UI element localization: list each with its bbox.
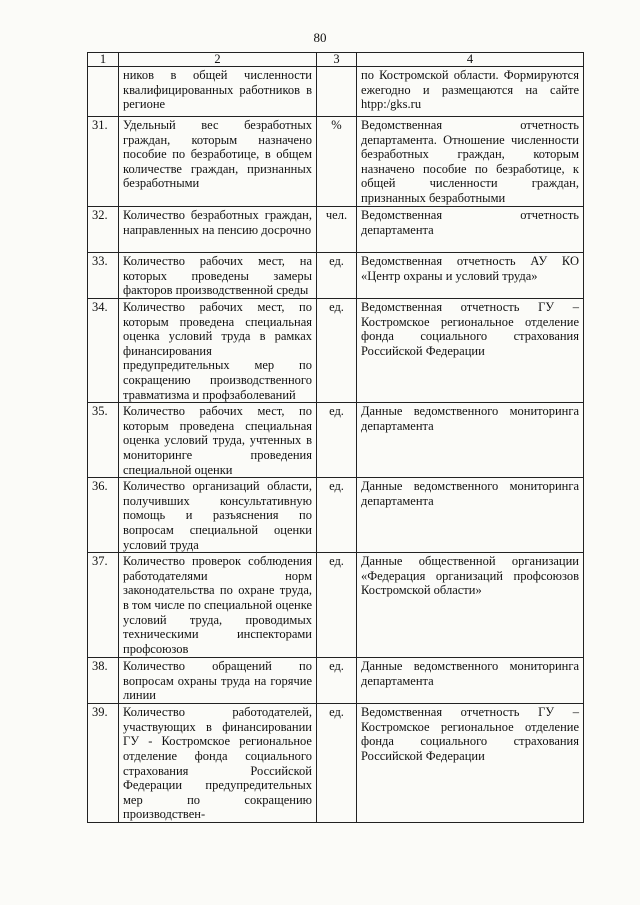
indicator-name: Количество работодателей, участвующих в финансировании ГУ - Костромское региональное отделение фонда социального страхования Российской Федерации предупредительных мер по сокращению производствен- xyxy=(119,704,317,823)
indicator-name: Удельный вес безработных граждан, которым назначено пособие по безработице, в общем количестве граждан, признанных безработными xyxy=(119,117,317,207)
row-number: 32. xyxy=(88,207,119,253)
table-row xyxy=(88,117,584,207)
column-header-source: 4 xyxy=(357,53,584,67)
row-number: 33. xyxy=(88,253,119,299)
data-source: Данные ведомственного мониторинга департамента xyxy=(357,478,584,553)
indicator-name: Количество безработных граждан, направленных на пенсию досрочно xyxy=(119,207,317,253)
data-source: Данные ведомственного мониторинга департамента xyxy=(357,658,584,704)
table-row xyxy=(88,67,584,117)
data-source: Ведомственная отчетность ГУ – Костромское региональное отделение фонда социального страхования Российской Федерации xyxy=(357,299,584,403)
unit-of-measure: ед. xyxy=(317,478,357,553)
column-header-unit: 3 xyxy=(317,53,357,67)
column-header-number: 1 xyxy=(88,53,119,67)
row-number: 39. xyxy=(88,704,119,823)
row-number: 36. xyxy=(88,478,119,553)
data-source: Данные общественной организации «Федерация организаций профсоюзов Костромской области» xyxy=(357,553,584,658)
table-header-row xyxy=(88,53,584,67)
page-number: 80 xyxy=(313,30,327,45)
table-row xyxy=(88,553,584,658)
row-number xyxy=(88,67,119,117)
row-number: 37. xyxy=(88,553,119,658)
unit-of-measure: ед. xyxy=(317,299,357,403)
data-source: по Костромской области. Формируются ежегодно и размещаются на сайте htpp:/gks.ru xyxy=(357,67,584,117)
unit-of-measure: ед. xyxy=(317,704,357,823)
unit-of-measure: ед. xyxy=(317,253,357,299)
indicator-name: ников в общей численности квалифицированных работников в регионе xyxy=(119,67,317,117)
row-number: 38. xyxy=(88,658,119,704)
indicator-name: Количество организаций области, получивших консультативную помощь и разъяснения по вопросам специальной оценки условий труда xyxy=(119,478,317,553)
unit-of-measure xyxy=(317,67,357,117)
data-source: Ведомственная отчетность АУ КО «Центр охраны и условий труда» xyxy=(357,253,584,299)
unit-of-measure: % xyxy=(317,117,357,207)
table-row xyxy=(88,658,584,704)
table-row xyxy=(88,207,584,253)
table-row xyxy=(88,403,584,478)
unit-of-measure: чел. xyxy=(317,207,357,253)
indicator-name: Количество обращений по вопросам охраны труда на горячие линии xyxy=(119,658,317,704)
table-row xyxy=(88,299,584,403)
row-number: 31. xyxy=(88,117,119,207)
table-row xyxy=(88,704,584,823)
column-header-indicator: 2 xyxy=(119,53,317,67)
indicator-name: Количество рабочих мест, по которым проведена специальная оценка условий труда в рамках финансирования предупредительных мер по сокращению производственного травматизма и профзаболеваний xyxy=(119,299,317,403)
table-row xyxy=(88,253,584,299)
data-source: Данные ведомственного мониторинга департамента xyxy=(357,403,584,478)
unit-of-measure: ед. xyxy=(317,553,357,658)
indicator-name: Количество рабочих мест, на которых проведены замеры факторов производственной среды xyxy=(119,253,317,299)
unit-of-measure: ед. xyxy=(317,403,357,478)
row-number: 35. xyxy=(88,403,119,478)
unit-of-measure: ед. xyxy=(317,658,357,704)
row-number: 34. xyxy=(88,299,119,403)
indicator-name: Количество рабочих мест, по которым проведена специальная оценка условий труда, учтенных в мониторинге проведения специальной оценки xyxy=(119,403,317,478)
table-row xyxy=(88,478,584,553)
data-source: Ведомственная отчетность департамента. Отношение численности безработных граждан, которым назначено пособие по безработице, к общей численности граждан, признанных безработными xyxy=(357,117,584,207)
data-source: Ведомственная отчетность департамента xyxy=(357,207,584,253)
indicators-table xyxy=(87,52,584,823)
data-source: Ведомственная отчетность ГУ – Костромское региональное отделение фонда социального страхования Российской Федерации xyxy=(357,704,584,823)
indicator-name: Количество проверок соблюдения работодателями норм законодательства по охране труда, в том числе по специальной оценке условий труда, проводимых техническими инспекторами профсоюзов xyxy=(119,553,317,658)
